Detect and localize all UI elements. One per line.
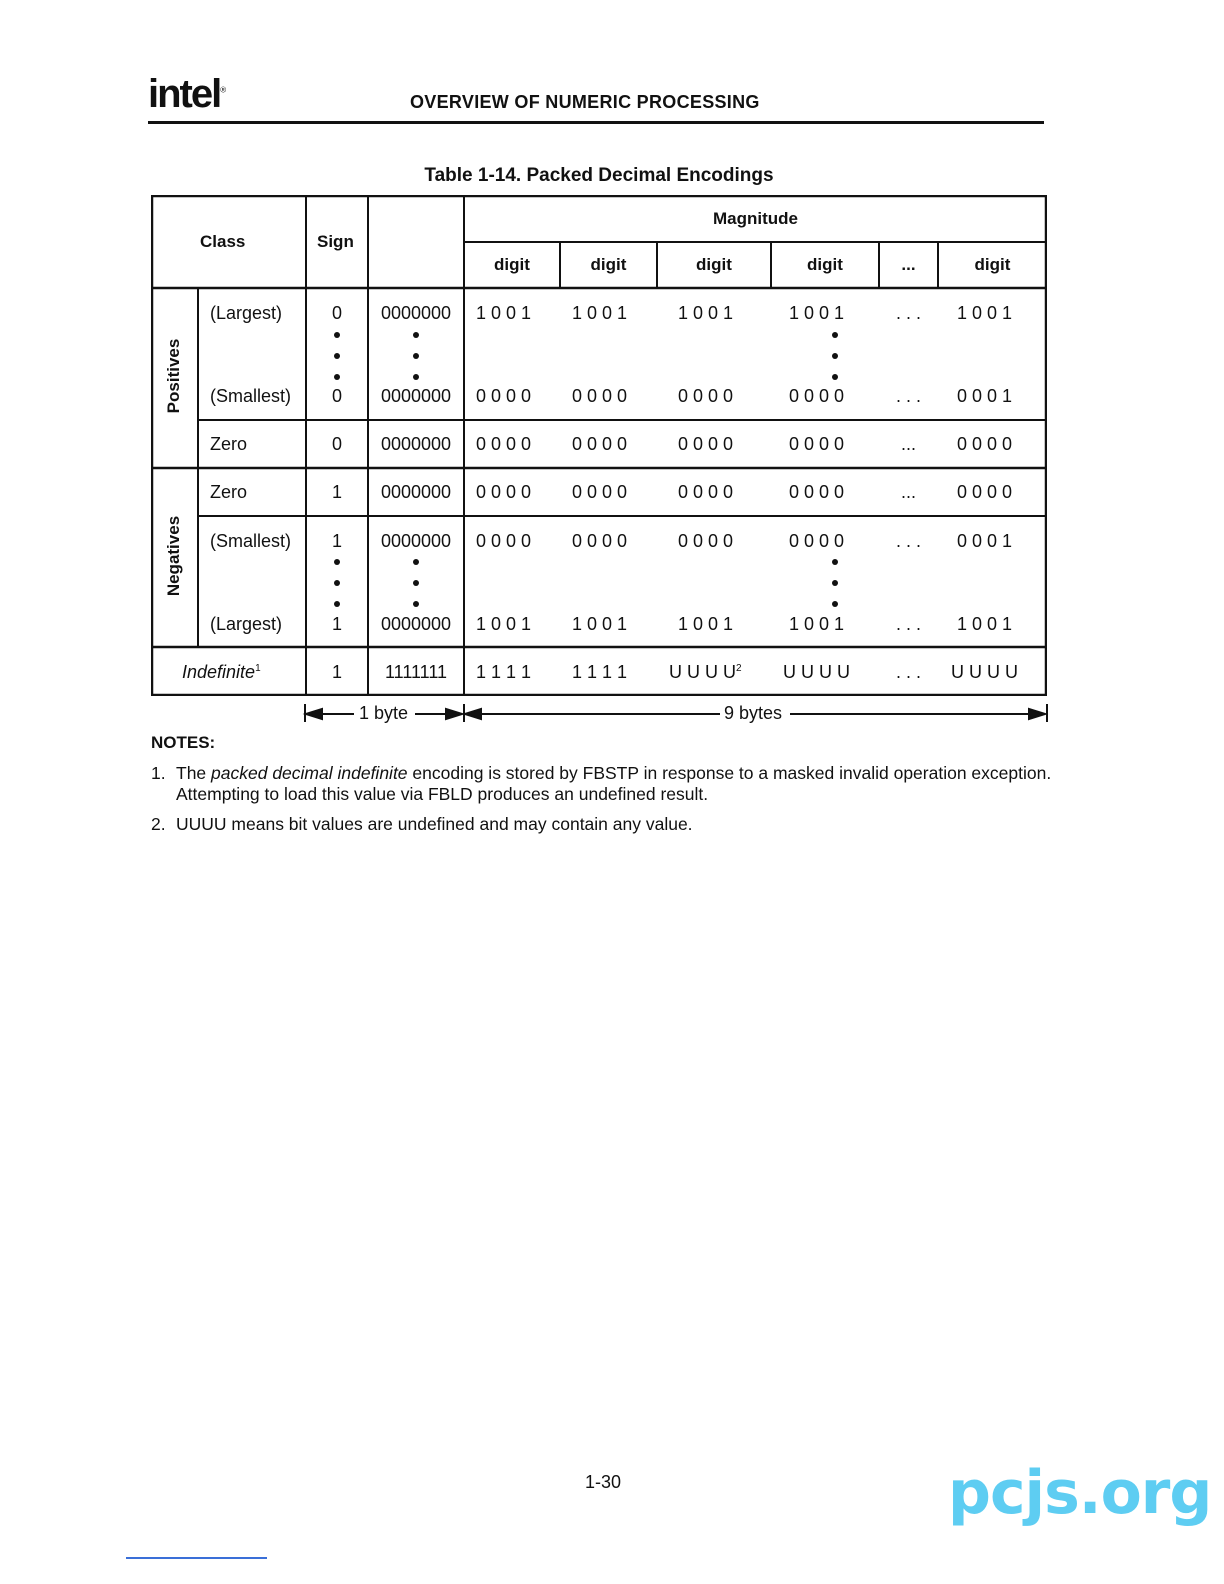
continuation-dot xyxy=(413,601,419,607)
byte-span-indicator xyxy=(300,700,1050,730)
note-1-text-pre: The xyxy=(176,763,212,783)
nine-bytes-label: 9 bytes xyxy=(724,703,783,723)
continuation-dot xyxy=(832,559,838,565)
digit-4-neg-largest: 1 0 0 1 xyxy=(789,614,845,634)
row-label-indefinite xyxy=(182,662,261,683)
digit-last-indefinite: U U U U xyxy=(951,662,1018,682)
sign-indefinite: 1 xyxy=(331,662,342,682)
col-header-magnitude: Magnitude xyxy=(713,209,798,228)
digit-3-indefinite xyxy=(669,662,742,683)
continuation-dot xyxy=(334,580,340,586)
ellipsis-pos-largest: . . . xyxy=(895,303,921,323)
note-1-text-italic: packed decimal indefinite xyxy=(211,763,408,783)
row-label-neg-zero: Zero xyxy=(210,482,248,502)
ellipsis-neg-largest: . . . xyxy=(895,614,921,634)
col-header-digit-4: digit xyxy=(807,255,843,274)
logo-registered-mark: ® xyxy=(220,85,225,95)
ellipsis-pos-smallest: . . . xyxy=(895,386,921,406)
running-header: OVERVIEW OF NUMERIC PROCESSING xyxy=(410,92,760,112)
digit-2-pos-largest: 1 0 0 1 xyxy=(572,303,628,323)
col-header-digit-3: digit xyxy=(696,255,732,274)
note-2-text: UUUU means bit values are undefined and may contain any value. xyxy=(176,814,693,834)
note-1 xyxy=(151,763,1051,807)
continuation-dot xyxy=(413,374,419,380)
digit-1-pos-smallest: 0 0 0 0 xyxy=(476,386,532,406)
continuation-dot xyxy=(334,374,340,380)
continuation-dot xyxy=(832,374,838,380)
table-caption: Table 1-14. Packed Decimal Encodings xyxy=(424,165,774,186)
digit-last-neg-smallest: 0 0 0 1 xyxy=(957,531,1013,551)
col-header-digit-1: digit xyxy=(494,255,530,274)
row-label-pos-zero: Zero xyxy=(210,434,248,454)
digit-3-neg-zero: 0 0 0 0 xyxy=(678,482,734,502)
sign-neg-largest: 1 xyxy=(331,614,342,634)
page-number: 1-30 xyxy=(584,1472,622,1492)
digit-3-neg-largest: 1 0 0 1 xyxy=(678,614,734,634)
note-2 xyxy=(151,814,1051,836)
digit-4-pos-zero: 0 0 0 0 xyxy=(789,434,845,454)
header-rule xyxy=(148,121,1044,124)
packed-decimal-table xyxy=(151,195,1047,696)
pad-pos-largest: 0000000 xyxy=(380,303,452,323)
continuation-dot xyxy=(334,353,340,359)
digit-4-pos-largest: 1 0 0 1 xyxy=(789,303,845,323)
pad-neg-zero: 0000000 xyxy=(380,482,452,502)
digit-2-indefinite: 1 1 1 1 xyxy=(572,662,628,682)
col-header-digit-2: digit xyxy=(590,255,627,274)
pad-pos-smallest: 0000000 xyxy=(380,386,452,406)
indefinite-footnote-ref: 1 xyxy=(255,663,261,674)
row-label-neg-smallest: (Smallest) xyxy=(210,531,292,551)
col-header-class: Class xyxy=(200,232,246,251)
sign-neg-smallest: 1 xyxy=(331,531,342,551)
footer-link-underline xyxy=(126,1557,267,1559)
digit-4-indefinite: U U U U xyxy=(783,662,850,682)
note-1-number: 1. xyxy=(151,763,166,783)
ellipsis-neg-smallest: . . . xyxy=(895,531,921,551)
row-label-pos-largest: (Largest) xyxy=(210,303,283,323)
col-header-ellipsis: ... xyxy=(901,255,916,274)
digit-2-neg-zero: 0 0 0 0 xyxy=(572,482,628,502)
continuation-dot xyxy=(832,601,838,607)
continuation-dot xyxy=(832,580,838,586)
uuuu-footnote-ref: 2 xyxy=(736,663,742,674)
continuation-dot xyxy=(413,580,419,586)
pad-indefinite: 1111111 xyxy=(384,662,448,682)
ellipsis-indefinite: . . . xyxy=(895,662,921,682)
notes-heading: NOTES: xyxy=(151,733,216,752)
digit-last-neg-largest: 1 0 0 1 xyxy=(957,614,1013,634)
continuation-dot xyxy=(334,601,340,607)
digit-1-neg-smallest: 0 0 0 0 xyxy=(476,531,532,551)
pad-neg-largest: 0000000 xyxy=(380,614,452,634)
digit-4-neg-zero: 0 0 0 0 xyxy=(789,482,845,502)
digit-1-neg-largest: 1 0 0 1 xyxy=(476,614,532,634)
digit-3-pos-zero: 0 0 0 0 xyxy=(678,434,734,454)
note-1-text xyxy=(176,763,1056,805)
digit-3-pos-smallest: 0 0 0 0 xyxy=(678,386,734,406)
continuation-dot xyxy=(832,332,838,338)
indefinite-label-text: Indefinite xyxy=(182,662,256,682)
ellipsis-pos-zero: ... xyxy=(900,434,916,454)
sign-neg-zero: 1 xyxy=(331,482,342,502)
digit-1-pos-largest: 1 0 0 1 xyxy=(476,303,532,323)
digit-4-pos-smallest: 0 0 0 0 xyxy=(789,386,845,406)
digit-last-pos-largest: 1 0 0 1 xyxy=(957,303,1013,323)
continuation-dot xyxy=(334,332,340,338)
group-label-positives: Positives xyxy=(164,338,183,414)
sign-pos-smallest: 0 xyxy=(331,386,342,406)
digit-1-pos-zero: 0 0 0 0 xyxy=(476,434,532,454)
group-label-negatives: Negatives xyxy=(164,515,183,597)
row-label-neg-largest: (Largest) xyxy=(210,614,283,634)
pcjs-watermark: pcjs.org xyxy=(948,1458,1212,1528)
pad-neg-smallest: 0000000 xyxy=(380,531,452,551)
digit-3-neg-smallest: 0 0 0 0 xyxy=(678,531,734,551)
continuation-dot xyxy=(413,332,419,338)
continuation-dot xyxy=(832,353,838,359)
digit-4-neg-smallest: 0 0 0 0 xyxy=(789,531,845,551)
sign-pos-largest: 0 xyxy=(331,303,342,323)
digit-1-neg-zero: 0 0 0 0 xyxy=(476,482,532,502)
logo-text: intel xyxy=(148,72,221,116)
digit-3-pos-largest: 1 0 0 1 xyxy=(678,303,734,323)
note-1-text-post: encoding is stored by FBSTP in response to a masked invalid operation exception. Attempting to load this value via FBLD produces an undefined result. xyxy=(176,763,1052,804)
digit-last-pos-smallest: 0 0 0 1 xyxy=(957,386,1013,406)
row-label-pos-smallest: (Smallest) xyxy=(210,386,292,406)
ellipsis-neg-zero: ... xyxy=(900,482,916,502)
digit-last-neg-zero: 0 0 0 0 xyxy=(957,482,1013,502)
note-2-number: 2. xyxy=(151,814,166,834)
digit-2-neg-largest: 1 0 0 1 xyxy=(572,614,628,634)
continuation-dot xyxy=(334,559,340,565)
continuation-dot xyxy=(413,353,419,359)
pad-pos-zero: 0000000 xyxy=(380,434,452,454)
digit-2-pos-smallest: 0 0 0 0 xyxy=(572,386,628,406)
digit-2-pos-zero: 0 0 0 0 xyxy=(572,434,628,454)
col-header-sign: Sign xyxy=(317,232,354,251)
span-arrows xyxy=(300,700,1050,730)
intel-logo xyxy=(148,72,224,117)
col-header-digit-last: digit xyxy=(974,255,1011,274)
digit-3-indefinite-text: U U U U xyxy=(669,662,736,682)
continuation-dot xyxy=(413,559,419,565)
one-byte-label: 1 byte xyxy=(359,703,409,723)
digit-2-neg-smallest: 0 0 0 0 xyxy=(572,531,628,551)
digit-last-pos-zero: 0 0 0 0 xyxy=(957,434,1013,454)
sign-pos-zero: 0 xyxy=(331,434,342,454)
digit-1-indefinite: 1 1 1 1 xyxy=(476,662,532,682)
